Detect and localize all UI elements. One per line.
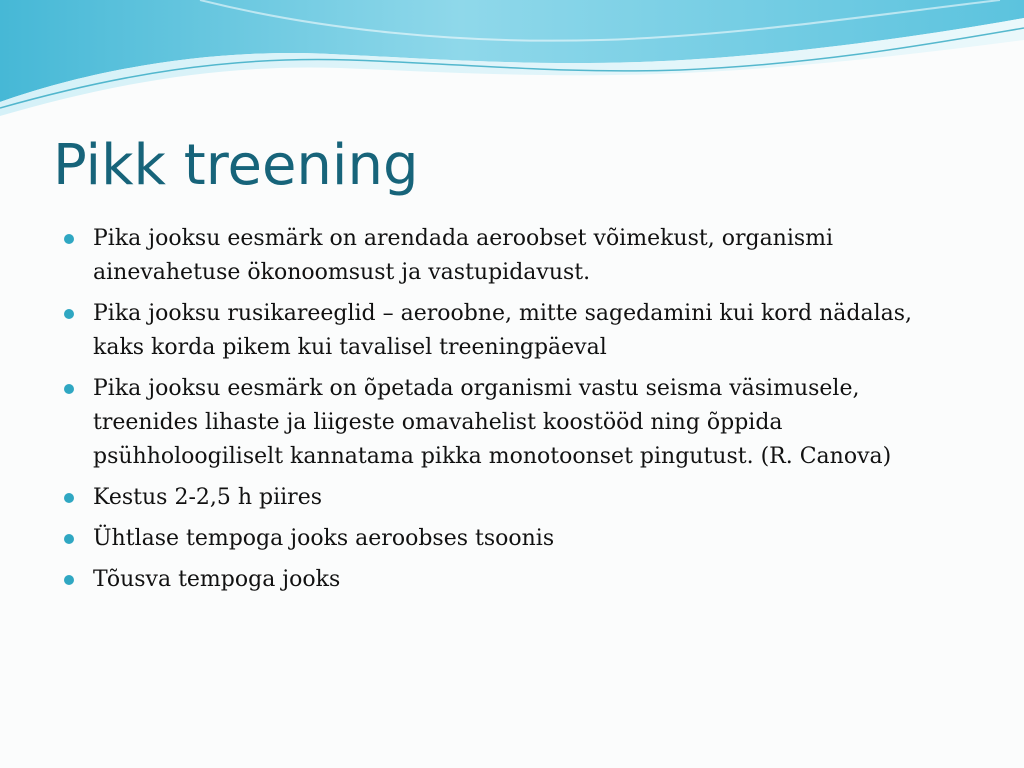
bullet-item (64, 297, 944, 365)
bullet-list (64, 222, 944, 604)
bullet-text: Pika jooksu rusikareeglid – aeroobne, mitte sagedamini kui kord nädalas, kaks korda pikem kui tavalisel treeningpäeval (93, 301, 913, 360)
bullet-item (64, 481, 944, 515)
bullet-dot-icon (64, 309, 74, 319)
bullet-dot-icon (64, 234, 74, 244)
bullet-dot-icon (64, 575, 74, 585)
bullet-text: Pika jooksu eesmärk on arendada aeroobset võimekust, organismi ainevahetuse ökonoomsust ja vastupidavust. (93, 226, 834, 285)
bullet-text: Kestus 2-2,5 h piires (93, 485, 323, 510)
bullet-item (64, 222, 944, 290)
bullet-item (64, 563, 944, 597)
header-wave-decoration (0, 0, 1024, 130)
bullet-dot-icon (64, 534, 74, 544)
bullet-item (64, 522, 944, 556)
bullet-item (64, 372, 944, 474)
bullet-dot-icon (64, 493, 74, 503)
bullet-dot-icon (64, 384, 74, 394)
bullet-text: Pika jooksu eesmärk on õpetada organismi vastu seisma väsimusele, treenides lihaste ja liigeste omavahelist koostööd ning õppida psühholoogiliselt kannatama pikka monotoonset pingutust. (R. Canova) (93, 376, 892, 469)
slide-title: Pikk treening (53, 133, 419, 198)
bullet-text: Tõusva tempoga jooks (93, 567, 341, 592)
bullet-text: Ühtlase tempoga jooks aeroobses tsoonis (93, 526, 555, 551)
